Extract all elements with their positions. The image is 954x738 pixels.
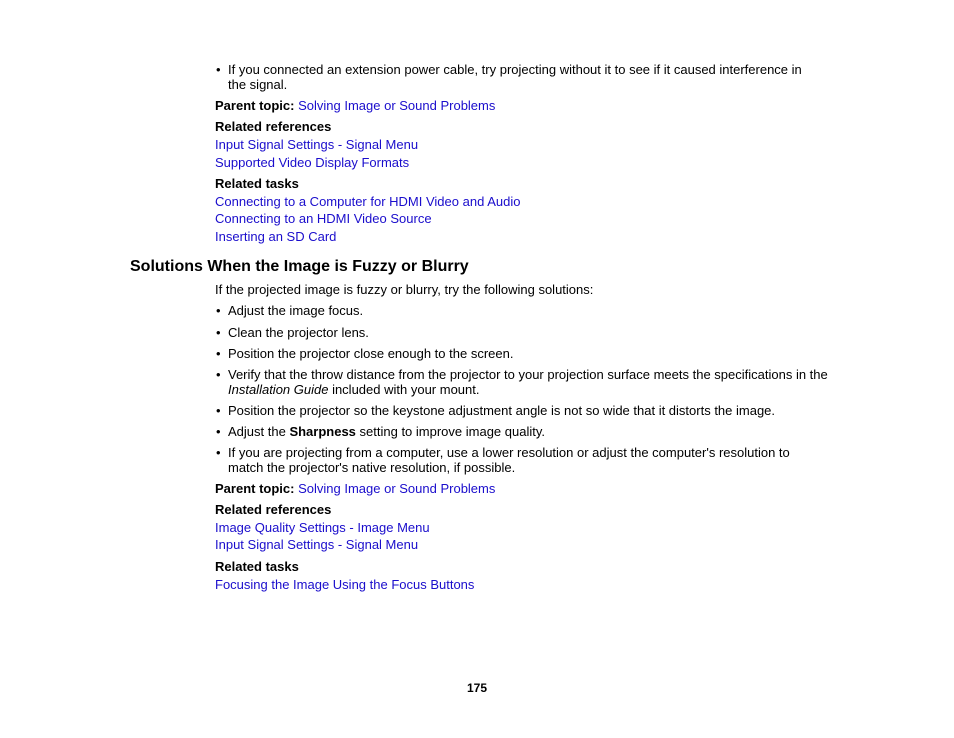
- solution-text: Adjust the: [228, 424, 290, 439]
- installation-guide-title: Installation Guide: [228, 382, 329, 397]
- parent-topic-label: Parent topic:: [215, 481, 295, 496]
- related-task-link[interactable]: Focusing the Image Using the Focus Buttons: [215, 577, 475, 592]
- related-reference-link[interactable]: Input Signal Settings - Signal Menu: [215, 137, 419, 152]
- page-number: 175: [466, 681, 488, 695]
- solution-item: Adjust the image focus.: [228, 303, 364, 318]
- related-references-heading: Related references: [215, 502, 332, 517]
- solution-text: included with your mount.: [328, 382, 480, 397]
- bullet-marker: •: [216, 424, 221, 439]
- extension-cable-tip: If you connected an extension power cable, try projecting without it to see if it caused interference in the signal.: [228, 62, 802, 92]
- solution-item: If you are projecting from a computer, use a lower resolution or adjust the computer's resolution to match the projector's native resolution, if possible.: [228, 445, 790, 475]
- bullet-marker: •: [216, 367, 221, 382]
- related-task-link[interactable]: Connecting to an HDMI Video Source: [215, 211, 432, 226]
- bullet-marker: •: [216, 325, 221, 340]
- related-reference-link[interactable]: Input Signal Settings - Signal Menu: [215, 537, 419, 552]
- parent-topic-label: Parent topic:: [215, 98, 295, 113]
- related-reference-link[interactable]: Supported Video Display Formats: [215, 155, 410, 170]
- solution-item: Clean the projector lens.: [228, 325, 369, 340]
- bullet-marker: •: [216, 303, 221, 318]
- parent-topic: [215, 481, 495, 496]
- bullet-marker: •: [216, 62, 221, 77]
- parent-topic: [215, 98, 495, 113]
- related-tasks-heading: Related tasks: [215, 559, 299, 574]
- solution-item: [228, 367, 828, 397]
- solution-text: setting to improve image quality.: [355, 424, 545, 439]
- solution-text: Verify that the throw distance from the projector to your projection surface meets the specifications in the: [228, 367, 828, 382]
- sharpness-setting: Sharpness: [289, 424, 356, 439]
- solution-item: Position the projector so the keystone adjustment angle is not so wide that it distorts the image.: [228, 403, 776, 418]
- solution-item: Position the projector close enough to the screen.: [228, 346, 514, 361]
- parent-topic-link[interactable]: Solving Image or Sound Problems: [298, 481, 496, 496]
- related-tasks-heading: Related tasks: [215, 176, 299, 191]
- bullet-marker: •: [216, 346, 221, 361]
- related-references-heading: Related references: [215, 119, 332, 134]
- solution-item: [228, 424, 828, 439]
- bullet-marker: •: [216, 445, 221, 460]
- related-reference-link[interactable]: Image Quality Settings - Image Menu: [215, 520, 430, 535]
- parent-topic-link[interactable]: Solving Image or Sound Problems: [298, 98, 496, 113]
- related-task-link[interactable]: Inserting an SD Card: [215, 229, 337, 244]
- related-task-link[interactable]: Connecting to a Computer for HDMI Video and Audio: [215, 194, 521, 209]
- section-heading: Solutions When the Image is Fuzzy or Blurry: [130, 258, 469, 275]
- bullet-marker: •: [216, 403, 221, 418]
- intro-text: If the projected image is fuzzy or blurry, try the following solutions:: [215, 282, 594, 297]
